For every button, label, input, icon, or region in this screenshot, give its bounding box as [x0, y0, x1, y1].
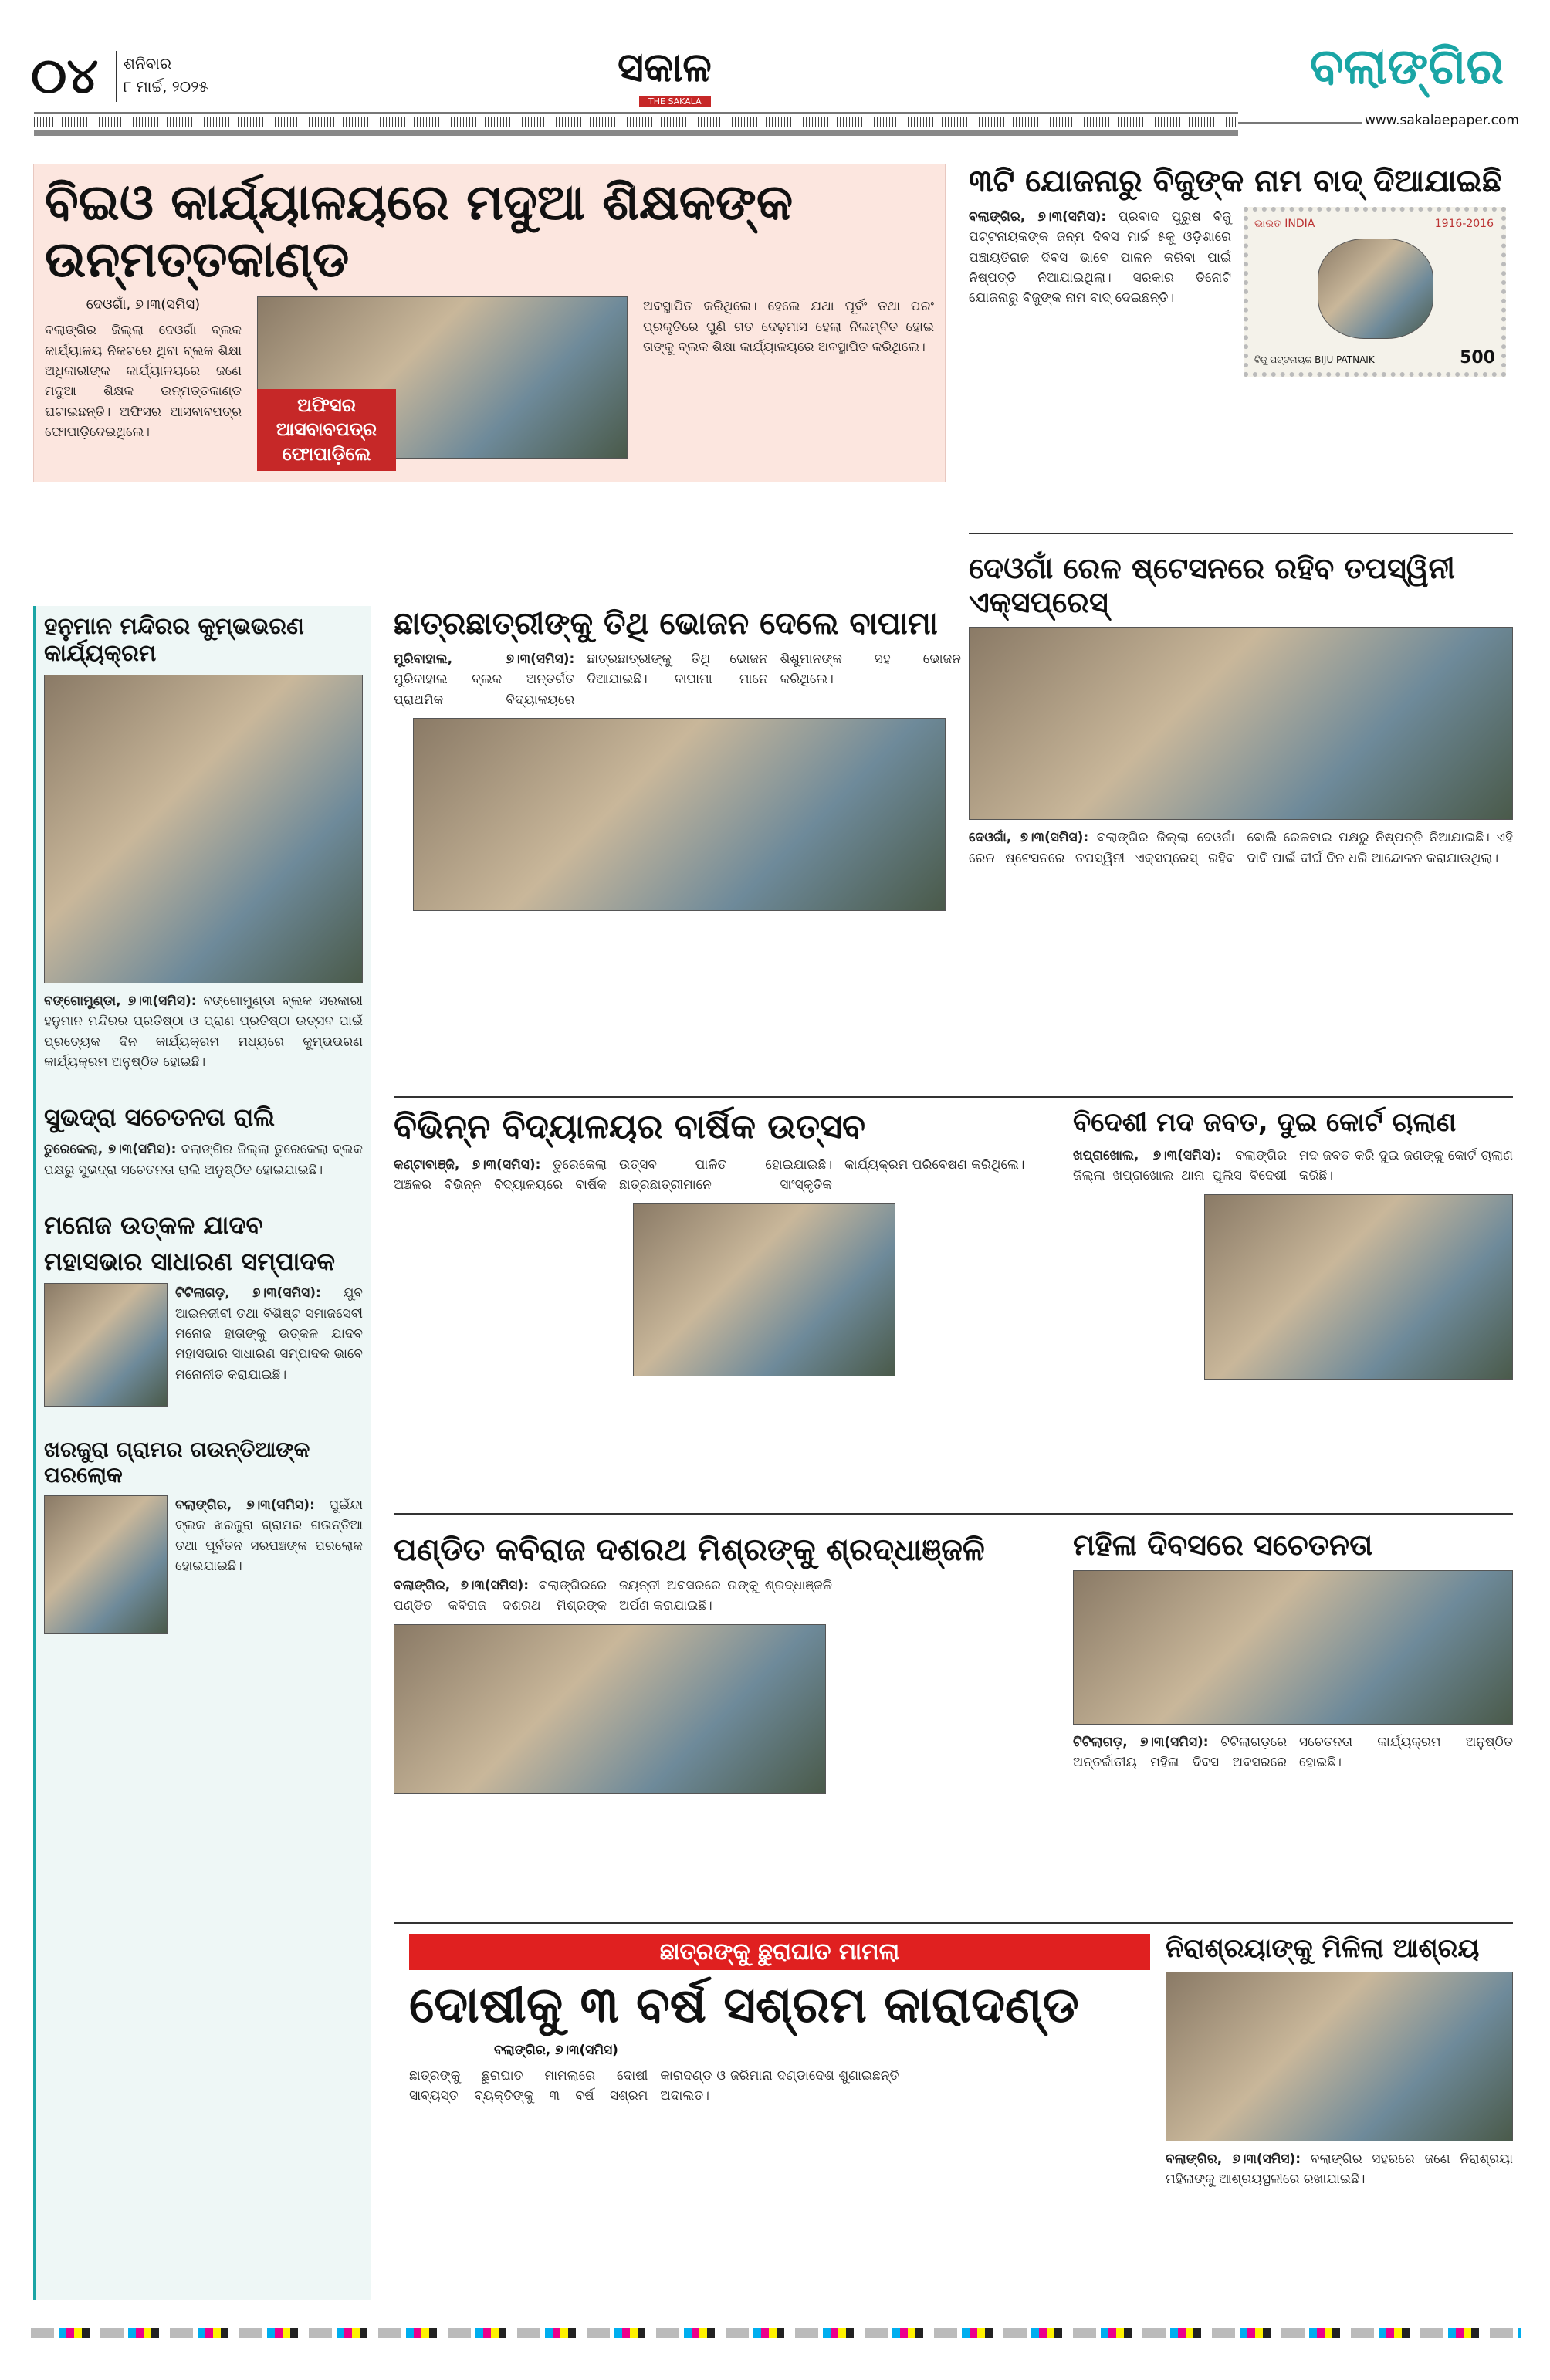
- photo-pandit: [394, 1624, 826, 1794]
- headline: ବିଇଓ କାର୍ଯ୍ୟାଳୟରେ ମଦୁଆ ଶିକ୍ଷକଙ୍କ ଉନ୍ମତ୍ତକାଣ୍ଡ: [45, 174, 794, 289]
- beo-content: [45, 296, 934, 471]
- rule: [34, 112, 1238, 114]
- photo-hanuman: [44, 675, 363, 983]
- dateline: କଣ୍ଟାବାଞ୍ଜି, ୭।୩(ସମିସ):: [394, 1156, 541, 1173]
- kicker: ଛାତ୍ରଙ୍କୁ ଛୁରାଘାତ ମାମଲା: [409, 1934, 1150, 1970]
- rule: [394, 1096, 1513, 1098]
- body: [1166, 2149, 1513, 2190]
- headline-2: ମହାସଭାର ସାଧାରଣ ସମ୍ପାଦକ: [44, 1246, 336, 1276]
- biju-content: [969, 207, 1513, 377]
- article-beo: [33, 164, 946, 482]
- headline: ମହିଳା ଦିବସରେ ସଚେତନତା: [1073, 1528, 1373, 1562]
- headline: ବିଦେଶୀ ମଦ ଜବତ, ଦୁଇ କୋର୍ଟ ଚାଲାଣ: [1073, 1107, 1457, 1138]
- page-number: ୦୪: [31, 48, 99, 105]
- body-text: ବଲାଙ୍ଗିର ଜିଲ୍ଲା ଖପ୍ରାଖୋଲ ଥାନା ପୁଲିସ ବିଦେଶୀ ମଦ ଜବତ କରି ଦୁଇ ଜଣଙ୍କୁ କୋର୍ଟ ଚାଲାଣ କରିଛି।: [1073, 1148, 1513, 1184]
- body-text: ଯୁବ ଆଇନଜୀବୀ ତଥା ବିଶିଷ୍ଟ ସମାଜସେବୀ ମନୋଜ ହାତାଙ୍କୁ ଉତ୍କଳ ଯାଦବ ମହାସଭାର ସାଧାରଣ ସମ୍ପାଦକ ଭାବେ ମନୋନୀତ କରାଯାଇଛି।: [175, 1285, 364, 1383]
- stamp-value: 500: [1460, 348, 1495, 367]
- dateline: ବଲାଙ୍ଗିର, ୭।୩(ସମିସ):: [175, 1497, 315, 1513]
- stamp-portrait: [1318, 239, 1433, 339]
- article-manoj: [44, 1211, 363, 1407]
- body-text: ବଲାଙ୍ଗିର ଜିଲ୍ଲା ତୁରେକେଲା ବ୍ଲକ ପକ୍ଷରୁ ସୁଭଦ୍ରା ସଚେତନତା ରାଲି ଅନୁଷ୍ଠିତ ହୋଇଯାଇଛି।: [44, 1142, 363, 1178]
- rule: [394, 1922, 1513, 1924]
- dateline: ଟିଟିଲାଗଡ଼, ୭।୩(ସମିସ):: [1073, 1734, 1209, 1750]
- body-text: ପୁଇଁନ୍ଦା ବ୍ଲକ ଖରଜୁରା ଗ୍ରାମର ଗଉନ୍ତିଆ ତଥା ପୂର୍ବତନ ସରପଞ୍ଚଙ୍କ ପରଲୋକ ହୋଇଯାଇଛି।: [175, 1497, 363, 1574]
- dateline: ଦେଓଗାଁ, ୭।୩(ସମିସ):: [969, 830, 1089, 846]
- kharjura-content: [44, 1495, 363, 1634]
- rule: [394, 1513, 1513, 1515]
- edition-title: ବଲାଙ୍ଗିର: [1309, 39, 1504, 96]
- body: [175, 1495, 363, 1634]
- barcode-strip: [34, 117, 1238, 127]
- headline: ନିରାଶ୍ରୟାଙ୍କୁ ମିଳିଲା ଆଶ୍ରୟ: [1166, 1933, 1480, 1964]
- headline: ସୁଭଦ୍ରା ସଚେତନତା ରାଲି: [44, 1102, 276, 1132]
- left-column: [33, 606, 371, 2300]
- body: [394, 1576, 1058, 1617]
- body-text: ପ୍ରବାଦ ପୁରୁଷ ବିଜୁ ପଟ୍ଟନାୟକଙ୍କ ଜନ୍ମ ଦିବସ ମାର୍ଚ୍ଚ ୫କୁ ଓଡ଼ିଶାରେ ପଞ୍ଚାୟତିରାଜ ଦିବସ ଭାବେ ପାଳନ କରିବା ପାଇଁ ନିଷ୍ପତ୍ତି ନିଆଯାଇଥିଲା। ସରକାର ତିନୋଟି ଯୋଜନାରୁ ବିଜୁଙ୍କ ନାମ ବାଦ୍ ଦେଇଛନ୍ତି।: [969, 209, 1231, 306]
- body: [44, 991, 363, 1072]
- article-hanuman: [44, 614, 363, 1072]
- article-kharjura: [44, 1437, 363, 1633]
- dateline: ଟିଟିଲାଗଡ଼, ୭।୩(ସମିସ):: [175, 1285, 321, 1302]
- body-text: ବଲାଙ୍ଗିର ସହରରେ ଜଣେ ନିରାଶ୍ରୟା ମହିଳାଙ୍କୁ ଆଶ୍ରୟସ୍ଥଳୀରେ ରଖାଯାଇଛି।: [1166, 2151, 1513, 2188]
- body: [969, 828, 1513, 868]
- dateline: ବଲାଙ୍ଗିର, ୭।୩(ସମିସ): [494, 2042, 618, 2058]
- headline: ଖରଜୁରା ଗ୍ରାମର ଗଉନ୍ତିଆଙ୍କ ପରଲୋକ: [44, 1437, 310, 1488]
- headline: ପଣ୍ଡିତ କବିରାଜ ଦଶରଥ ମିଶ୍ରଙ୍କୁ ଶ୍ରଦ୍ଧାଞ୍ଜଳି: [394, 1532, 985, 1568]
- dateline: ବଙ୍ଗୋମୁଣ୍ଡା, ୭।୩(ସମିସ):: [44, 994, 197, 1009]
- dateline: ଖପ୍ରାଖୋଲ, ୭।୩(ସମିସ):: [1073, 1148, 1222, 1164]
- headline: ଛାତ୍ରଛାତ୍ରୀଙ୍କୁ ତିଥି ଭୋଜନ ଦେଲେ ବାପାମା: [394, 606, 938, 642]
- stamp-country: ଭାରତ INDIA: [1254, 218, 1315, 230]
- article-shelter: [1166, 1934, 1513, 2190]
- body: [394, 649, 961, 710]
- photo-annual: [633, 1203, 895, 1376]
- article-stab: [409, 1934, 1150, 2106]
- article-subhadra: [44, 1103, 363, 1180]
- headline: ଦୋଷୀକୁ ୩ ବର୍ଷ ସଶ୍ରମ କାରାଦଣ୍ଡ: [409, 1977, 1079, 2034]
- headline: ଦେଓଗାଁ ରେଳ ଷ୍ଟେସନରେ ରହିବ ତପସ୍ୱିନୀ ଏକ୍ସପ୍ରେସ୍: [969, 551, 1455, 619]
- rule: [969, 533, 1513, 534]
- masthead: [0, 0, 1550, 139]
- article-tithi: [394, 606, 961, 911]
- logo-sub: THE SAKALA: [639, 96, 711, 107]
- body-text: ବଙ୍ଗୋମୁଣ୍ଡା ବ୍ଲକ ସରକାରୀ ହନୁମାନ ମନ୍ଦିରର ପ୍ରତିଷ୍ଠା ଓ ପ୍ରାଣ ପ୍ରତିଷ୍ଠା ଉତ୍ସବ ପାଇଁ ପ୍ରତ୍ୟେକ ଦିନ କାର୍ଯ୍ୟକ୍ରମ ମଧ୍ୟରେ କୁମ୍ଭଭରଣ କାର୍ଯ୍ୟକ୍ରମ ଅନୁଷ୍ଠିତ ହୋଇଛି।: [44, 994, 363, 1071]
- article-womens: [1073, 1529, 1513, 1772]
- dateline: ବଲାଙ୍ଗିର, ୭।୩(ସମିସ):: [394, 1578, 530, 1593]
- stamp-name: ବିଜୁ ପଟ୍ଟନାୟକ BIJU PATNAIK: [1254, 354, 1375, 365]
- headline: ବିଭିନ୍ନ ବିଦ୍ୟାଳୟର ବାର୍ଷିକ ଉତ୍ସବ: [394, 1107, 866, 1146]
- stamp-years: 1916-2016: [1434, 218, 1494, 230]
- color-registration-strip: [31, 2328, 1521, 2338]
- date: ୮ ମାର୍ଚ୍ଚ, ୨୦୨୫: [124, 77, 208, 96]
- article-liquor: [1073, 1108, 1513, 1380]
- dateline: ବଲାଙ୍ଗିର, ୭।୩(ସମିସ):: [1166, 2151, 1301, 2168]
- body: [1073, 1146, 1513, 1187]
- body-text: ମୁରିବାହାଲ ବ୍ଲକ ଅନ୍ତର୍ଗତ ପ୍ରାଥମିକ ବିଦ୍ୟାଳୟରେ ଛାତ୍ରଛାତ୍ରୀଙ୍କୁ ତିଥି ଭୋଜନ ଦିଆଯାଇଛି। ବାପାମା ମାନେ ଶିଶୁମାନଙ୍କ ସହ ଭୋଜନ କରିଥିଲେ।: [394, 652, 961, 708]
- photo-shelter: [1166, 1972, 1513, 2141]
- headline-1: ମନୋଜ ଉତ୍କଳ ଯାଦବ: [44, 1210, 263, 1240]
- manoj-content: [44, 1283, 363, 1407]
- logo: ସକାଳ: [618, 45, 712, 91]
- photo-womens: [1073, 1570, 1513, 1725]
- photo-rail: [969, 627, 1513, 820]
- biju-stamp: [1244, 207, 1506, 377]
- dateline: ଦେଓଗାଁ, ୭।୩(ସମିସ): [86, 296, 201, 313]
- website: www.sakalaepaper.com: [1365, 113, 1519, 128]
- article-annual: [394, 1108, 1058, 1376]
- article-biju: [969, 164, 1513, 377]
- rule: [1238, 122, 1362, 124]
- day: ଶନିବାର: [124, 54, 172, 73]
- dateline: ବଲାଙ୍ଗିର, ୭।୩(ସମିସ):: [969, 209, 1107, 225]
- body: [969, 207, 1231, 377]
- article-pandit: [394, 1532, 1058, 1794]
- dateline: ତୁରେକେଲା, ୭।୩(ସମିସ):: [44, 1142, 177, 1158]
- photo-liquor: [1204, 1194, 1513, 1380]
- body-text: ବଲାଙ୍ଗିରରେ ପଣ୍ଡିତ କବିରାଜ ଦଶରଥ ମିଶ୍ରଙ୍କ ଜୟନ୍ତୀ ଅବସରରେ ତାଙ୍କୁ ଶ୍ରଦ୍ଧାଞ୍ଜଳି ଅର୍ପଣ କରାଯାଇଛି।: [394, 1578, 832, 1614]
- body: ବଲାଙ୍ଗିର ଜିଲ୍ଲା ଦେଓଗାଁ ବ୍ଲକ କାର୍ଯ୍ୟାଳୟ ନିକଟରେ ଥିବା ବ୍ଲକ ଶିକ୍ଷା ଅଧିକାରୀଙ୍କ କାର୍ଯ୍ୟାଳୟରେ ଜଣେ ମଦୁଆ ଶିକ୍ଷକ ଉନ୍ମତ୍ତକାଣ୍ଡ ଘଟାଇଛନ୍ତି। ଅଫିସର ଆସବାବପତ୍ର ଫୋପାଡ଼ିଦେଇଥିଲେ।: [45, 323, 242, 440]
- body: [1073, 1732, 1513, 1773]
- photo-kharjura: [44, 1495, 168, 1634]
- body-text: ବଲାଙ୍ଗିର ଜିଲ୍ଲା ଦେଓଗାଁ ରେଳ ଷ୍ଟେସନରେ ତପସ୍ୱିନୀ ଏକ୍ସପ୍ରେସ୍ ରହିବ ବୋଲି ରେଳବାଇ ପକ୍ଷରୁ ନିଷ୍ପତ୍ତି ନିଆଯାଇଛି। ଏହି ଦାବି ପାଇଁ ଦୀର୍ଘ ଦିନ ଧରି ଆନ୍ଦୋଳନ କରାଯାଉଥିଲା।: [969, 830, 1513, 866]
- photo-tithi: [413, 718, 946, 911]
- rule: [34, 130, 1238, 136]
- body: ଛାତ୍ରଙ୍କୁ ଛୁରାଘାତ ମାମଲାରେ ଦୋଷୀ ସାବ୍ୟସ୍ତ ବ୍ୟକ୍ତିଙ୍କୁ ୩ ବର୍ଷ ସଶ୍ରମ କାରାଦଣ୍ଡ ଓ ଜରିମାନା ଦଣ୍ଡାଦେଶ ଶୁଣାଇଛନ୍ତି ଅଦାଲତ।: [409, 2067, 899, 2104]
- dateline: ମୁରିବାହାଲ, ୭।୩(ସମିସ):: [394, 652, 575, 667]
- callout-box: ଅଫିସର ଆସବାବପତ୍ର ଫୋପାଡ଼ିଲେ: [257, 389, 396, 471]
- divider: [116, 51, 117, 102]
- body: [394, 1155, 1058, 1196]
- photo-manoj: [44, 1283, 168, 1407]
- headline: ୩ଟି ଯୋଜନାରୁ ବିଜୁଙ୍କ ନାମ ବାଦ୍ ଦିଆଯାଇଛି: [969, 164, 1502, 199]
- article-rail: [969, 552, 1513, 868]
- body-text: ଟିଟିଲାଗଡ଼ରେ ଅନ୍ତର୍ଜାତୀୟ ମହିଳା ଦିବସ ଅବସରରେ ସଚେତନତା କାର୍ଯ୍ୟକ୍ରମ ଅନୁଷ୍ଠିତ ହୋଇଛି।: [1073, 1734, 1513, 1771]
- body: [44, 1139, 363, 1180]
- body-text: ତୁରେକେଲା ଅଞ୍ଚଳର ବିଭିନ୍ନ ବିଦ୍ୟାଳୟରେ ବାର୍ଷିକ ଉତ୍ସବ ପାଳିତ ହୋଇଯାଇଛି। ଛାତ୍ରଛାତ୍ରୀମାନେ ସାଂସ୍କୃତିକ କାର୍ଯ୍ୟକ୍ରମ ପରିବେଷଣ କରିଥିଲେ।: [394, 1156, 1025, 1193]
- headline: ହନୁମାନ ମନ୍ଦିରର କୁମ୍ଭଭରଣ କାର୍ଯ୍ୟକ୍ରମ: [44, 613, 304, 667]
- body-cont: ଅବସ୍ଥାପିତ କରିଥିଲେ। ହେଲେ ଯଥା ପୂର୍ବଂ ତଥା ପରଂ ପ୍ରକୃତିରେ ପୁଣି ଗତ ଦେଢ଼ମାସ ହେଲା ନିଲମ୍ବିତ ହୋଇ ତାଙ୍କୁ ବ୍ଲକ ଶିକ୍ଷା କାର୍ଯ୍ୟାଳୟରେ ଅବସ୍ଥାପିତ କରିଥିଲେ।: [643, 299, 934, 355]
- body: [175, 1283, 363, 1407]
